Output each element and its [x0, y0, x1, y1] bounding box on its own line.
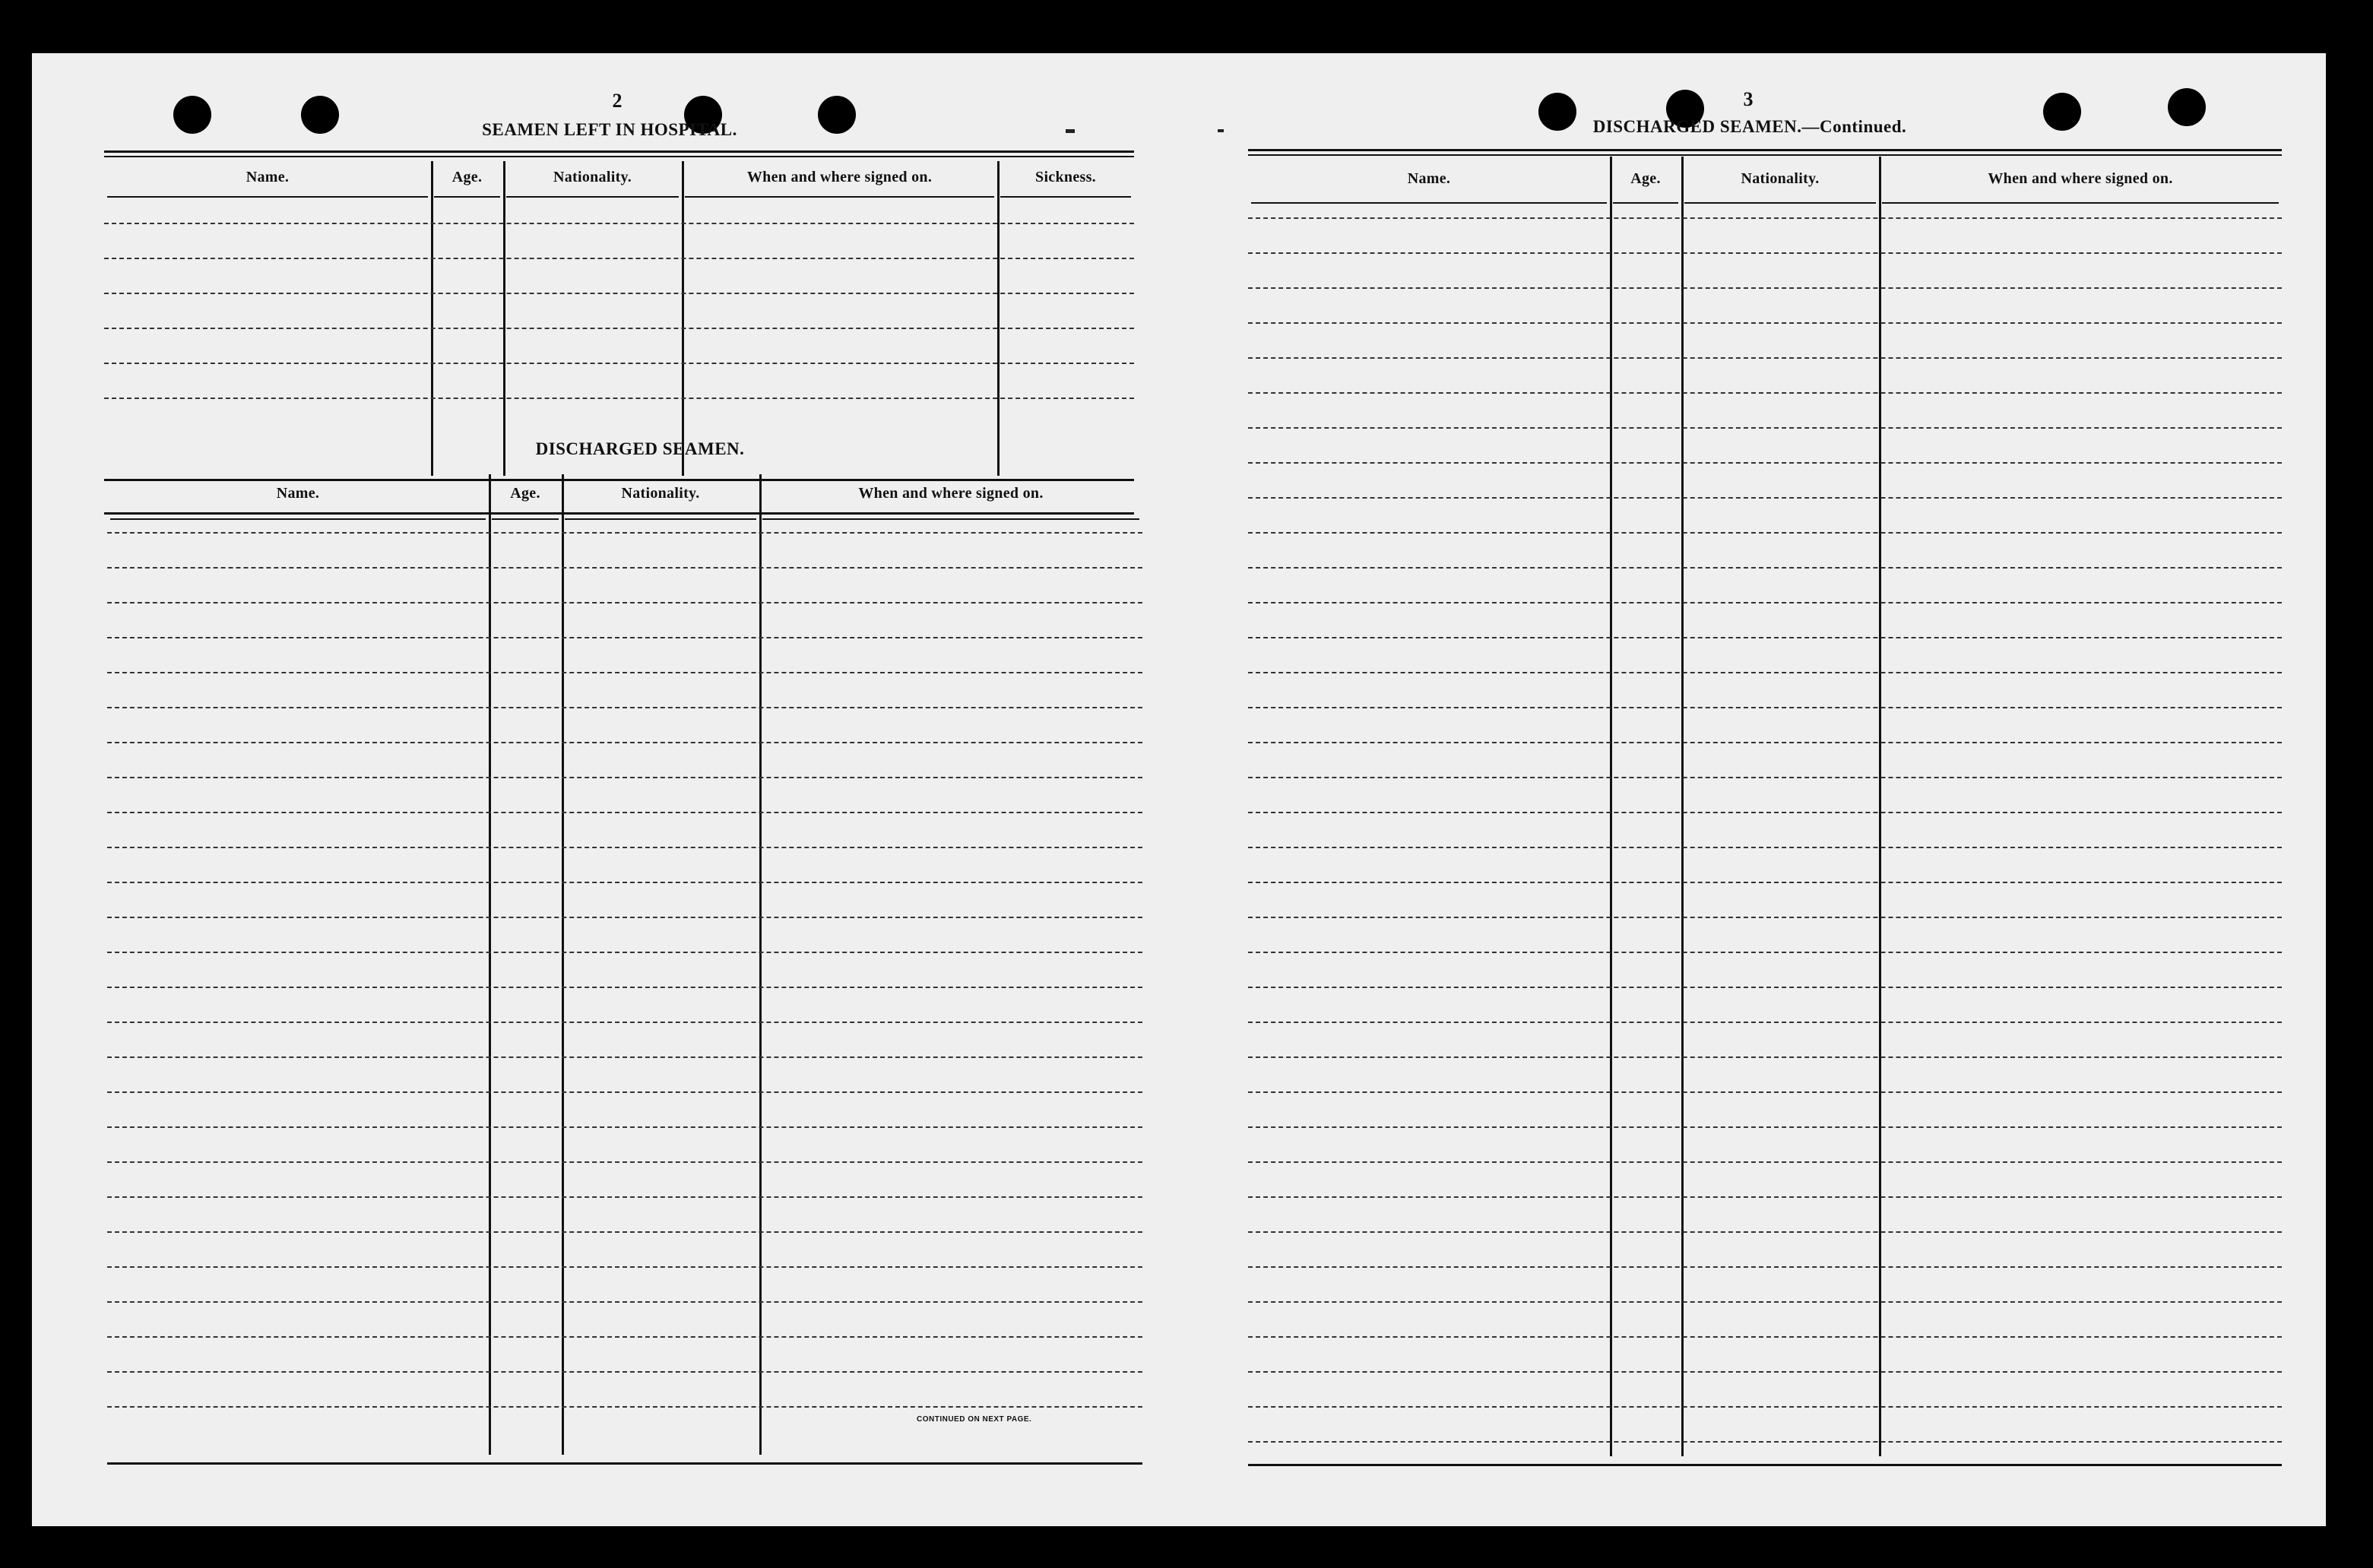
entry-line: [1248, 287, 2282, 289]
entry-line: [1248, 217, 2282, 219]
entry-line: [107, 1266, 1142, 1268]
entry-line: [1248, 1022, 2282, 1023]
header-rule: [506, 196, 679, 198]
punch-hole: [301, 96, 339, 134]
entry-line: [1248, 392, 2282, 394]
entry-line: [107, 1231, 1142, 1233]
column-divider: [562, 474, 564, 1455]
entry-line: [107, 1371, 1142, 1373]
column-divider: [489, 474, 491, 1455]
entry-line: [107, 672, 1142, 673]
entry-line: [1248, 1196, 2282, 1198]
bottom-rule: [107, 1462, 1142, 1465]
entry-line: [1248, 882, 2282, 883]
entry-line: [1248, 532, 2282, 534]
entry-line: [1248, 952, 2282, 953]
entry-line: [1248, 497, 2282, 499]
column-header: Sickness.: [1035, 169, 1096, 185]
column-header: Name.: [246, 169, 290, 185]
entry-line: [1248, 917, 2282, 918]
entry-line: [1248, 427, 2282, 429]
double-rule: [104, 150, 1134, 153]
column-divider: [1879, 157, 1881, 1456]
entry-line: [1248, 1091, 2282, 1093]
entry-line: [1248, 1231, 2282, 1233]
column-divider: [682, 161, 684, 476]
double-rule: [104, 156, 1134, 157]
column-header: When and where signed on.: [746, 169, 933, 185]
document-sheet: [32, 53, 2326, 1526]
entry-line: [104, 398, 1134, 399]
entry-line: [104, 363, 1134, 364]
double-rule: [1248, 154, 2282, 156]
entry-line: [107, 1406, 1142, 1408]
discharged-continued-table: [1248, 149, 2282, 1471]
entry-line: [1248, 1336, 2282, 1338]
column-header: Nationality.: [553, 169, 632, 185]
entry-line: [1248, 1441, 2282, 1443]
column-header: Nationality.: [1741, 170, 1820, 187]
column-header: Name.: [276, 485, 320, 502]
entry-line: [104, 328, 1134, 329]
scan-speck: [1066, 129, 1075, 133]
entry-line: [1248, 1301, 2282, 1303]
entry-line: [1248, 1371, 2282, 1373]
entry-line: [1248, 987, 2282, 988]
entry-line: [1248, 462, 2282, 464]
column-header: Age.: [451, 169, 483, 185]
entry-line: [107, 1161, 1142, 1163]
column-header: Age.: [510, 485, 540, 502]
hospital-section-title: SEAMEN LEFT IN HOSPITAL.: [482, 120, 737, 139]
entry-line: [1248, 1056, 2282, 1058]
entry-line: [1248, 777, 2282, 778]
entry-line: [1248, 252, 2282, 254]
double-rule: [1248, 149, 2282, 151]
entry-line: [107, 1022, 1142, 1023]
entry-line: [107, 847, 1142, 848]
entry-line: [104, 293, 1134, 294]
entry-line: [107, 567, 1142, 569]
bottom-rule: [1248, 1464, 2282, 1466]
column-header: Name.: [1407, 170, 1451, 187]
header-rule: [1882, 202, 2279, 204]
entry-line: [107, 1056, 1142, 1058]
continued-note: CONTINUED ON NEXT PAGE.: [917, 1415, 1032, 1424]
entry-line: [1248, 847, 2282, 848]
header-rule: [492, 518, 559, 520]
entry-line: [1248, 672, 2282, 673]
scan-speck: [1218, 129, 1224, 132]
column-divider: [997, 161, 1000, 476]
entry-line: [1248, 812, 2282, 813]
header-rule: [1613, 202, 1678, 204]
column-divider: [1610, 157, 1612, 1456]
header-rule: [1000, 196, 1131, 198]
entry-line: [1248, 742, 2282, 743]
column-divider: [759, 474, 762, 1455]
entry-line: [1248, 1406, 2282, 1408]
page-number: 3: [1743, 88, 1754, 110]
hospital-table: [104, 150, 1134, 485]
discharged-section-title: DISCHARGED SEAMEN.: [535, 439, 745, 458]
entry-line: [107, 637, 1142, 638]
punch-hole: [2168, 88, 2206, 126]
entry-line: [107, 1091, 1142, 1093]
entry-line: [107, 1126, 1142, 1128]
header-rule: [762, 518, 1139, 520]
entry-line: [1248, 1126, 2282, 1128]
entry-line: [1248, 357, 2282, 359]
entry-line: [107, 1196, 1142, 1198]
entry-line: [107, 532, 1142, 534]
entry-line: [1248, 322, 2282, 324]
entry-line: [107, 742, 1142, 743]
entry-line: [107, 602, 1142, 603]
entry-line: [1248, 602, 2282, 603]
entry-line: [104, 223, 1134, 224]
entry-line: [107, 1336, 1142, 1338]
column-header: Nationality.: [621, 485, 700, 502]
entry-line: [107, 917, 1142, 918]
column-header: When and where signed on.: [858, 485, 1044, 502]
entry-line: [1248, 1161, 2282, 1163]
column-divider: [503, 161, 505, 476]
column-divider: [1681, 157, 1684, 1456]
entry-line: [1248, 1266, 2282, 1268]
header-rule: [685, 196, 994, 198]
column-divider: [431, 161, 433, 476]
entry-line: [107, 952, 1142, 953]
entry-line: [107, 987, 1142, 988]
entry-line: [1248, 637, 2282, 638]
entry-line: [1248, 567, 2282, 569]
header-rule: [434, 196, 500, 198]
header-rule: [1251, 202, 1607, 204]
header-rule: [107, 196, 428, 198]
column-header: When and where signed on.: [1988, 170, 2173, 187]
entry-line: [107, 707, 1142, 708]
header-rule: [565, 518, 756, 520]
entry-line: [1248, 707, 2282, 708]
discharged-table: [107, 467, 1142, 1470]
header-rule: [110, 518, 486, 520]
page-number: 2: [612, 90, 623, 112]
entry-line: [107, 1301, 1142, 1303]
punch-hole: [2043, 93, 2081, 131]
entry-line: [107, 777, 1142, 778]
entry-line: [107, 882, 1142, 883]
entry-line: [107, 812, 1142, 813]
header-rule: [1684, 202, 1876, 204]
punch-hole: [173, 96, 211, 134]
discharged-continued-title: DISCHARGED SEAMEN.—Continued.: [1592, 117, 1907, 136]
entry-line: [104, 258, 1134, 259]
column-header: Age.: [1630, 170, 1661, 187]
